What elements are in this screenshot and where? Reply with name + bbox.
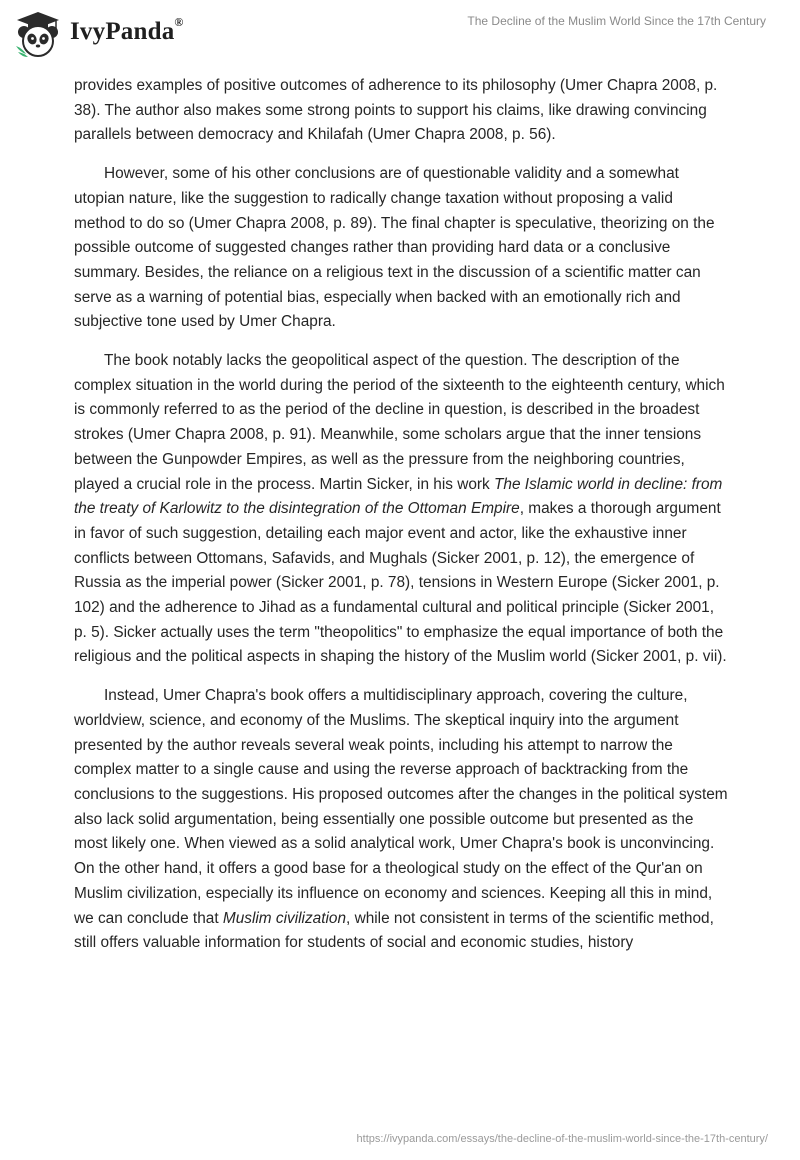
brand-logo[interactable] [12,8,184,60]
reviewed-book-title: Muslim civilization [222,909,347,927]
panda-graduate-logo-icon [12,8,64,60]
paragraph-2: However, some of his other conclusions are of questionable validity and a somewhat utopian nature, like the suggestion to radically change taxation without proposing a valid method to do so (Umer Chapra 2008, p. 89). The final chapter is speculative, theorizing on the possible outcome of suggested changes rather than providing hard data or a conclusive summary. Besides, the reliance on a religious text in the discussion of a scientific matter can serve as a warning of potential bias, especially when backed with an emotionally rich and subjective tone used by Umer Chapra. [74,165,715,331]
document-title: The Decline of the Muslim World Since the 17th Century [467,14,766,28]
paragraph-4 [74,684,728,956]
page-header [0,0,800,70]
paragraph-3 [74,349,728,670]
source-url[interactable]: https://ivypanda.com/essays/the-decline-of-the-muslim-world-since-the-17th-century/ [356,1133,768,1145]
cited-book-title: The Islamic world in decline: from the treaty of Karlowitz to the disintegration of the Ottoman Empire [74,475,723,518]
essay-body [74,74,728,970]
paragraph-3-text-end: , makes a thorough argument in favor of such suggestion, detailing each major event and actor, like the exhaustive inner conflicts between Ottomans, Safavids, and Mughals (Sicker 2001, p. 12), the emergence of Russia as the imperial power (Sicker 2001, p. 78), tensions in Western Europe (Sicker 2001, p. 102) and the adherence to Jihad as a fundamental cultural and political principle (Sicker 2001, p. 5). Sicker actually uses the term "theopolitics" to emphasize the equal importance of both the religious and the political aspects in shaping the history of the Muslim world (Sicker 2001, p. vii). [74,500,727,666]
paragraph-3-text-start: The book notably lacks the geopolitical aspect of the question. The description of the complex situation in the world during the period of the sixteenth to the eighteenth century, which is commonly referred to as the period of the decline in question, is described in the broadest strokes (Umer Chapra 2008, p. 91). Meanwhile, some scholars argue that the inner tensions between the Gunpowder Empires, as well as the pressure from the neighboring countries, played a crucial role in the process. Martin Sicker, in his work [74,352,725,493]
paragraph-1: provides examples of positive outcomes of adherence to its philosophy (Umer Chapra 2008, p. 38). The author also makes some strong points to support his claims, like drawing convincing parallels between democracy and Khilafah (Umer Chapra 2008, p. 56). [74,77,718,144]
brand-name: IvyPanda® [70,14,184,45]
paragraph-4-text-end: , while not consistent in terms of the scientific method, still offers valuable information for students of social and economic studies, history [74,909,714,952]
paragraph-4-text-start: Instead, Umer Chapra's book offers a multidisciplinary approach, covering the culture, worldview, science, and economy of the Muslims. The skeptical inquiry into the argument presented by the author reveals several weak points, including his attempt to narrow the complex matter to a single cause and using the reverse approach of backtracking from the conclusions to the suggestions. His proposed outcomes after the changes in the political system also lack solid argumentation, being essentially one possible outcome but presented as the most likely one. When viewed as a solid analytical work, Umer Chapra's book is unconvincing. On the other hand, it offers a good base for a theological study on the effect of the Qur'an on Muslim civilization, especially its influence on economy and sciences. Keeping all this in mind, we can conclude that [74,687,728,927]
